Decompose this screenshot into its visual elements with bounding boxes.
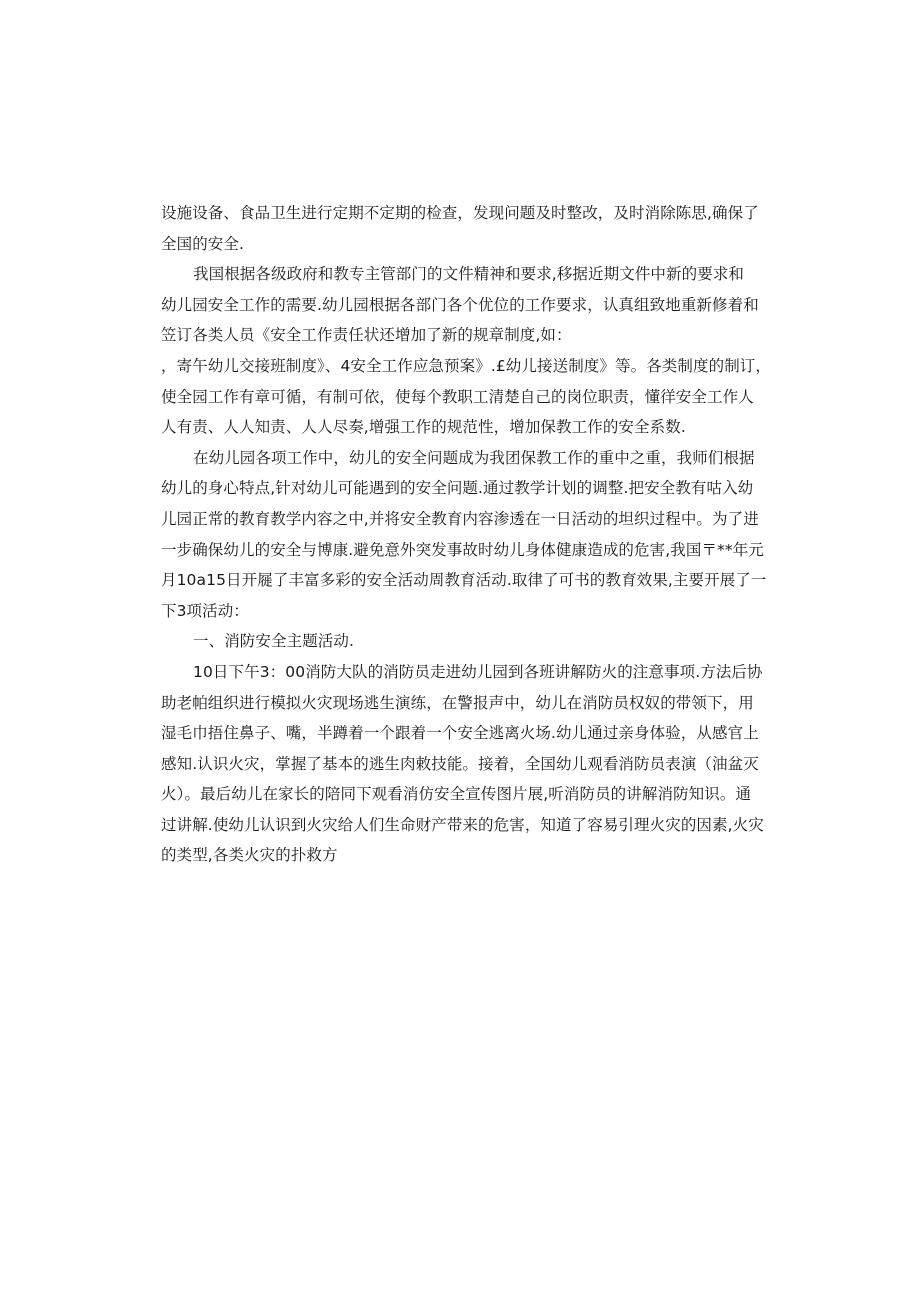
text-line: 儿园正常的教育教学内容之中,并将安全教育内容渗透在一日活动的坦织过程中。为了进 — [161, 509, 759, 528]
text-line: 使全园工作有章可循，有制可依，使每个教职工清楚自己的岗位职责，懂徉安全工作人 — [161, 387, 754, 406]
text-line: 的类型,各类火灾的扑救方 — [161, 846, 338, 865]
text-line: ，寄午幼儿交接班制度》、4安全工作应急预案》.£幼儿接送制度》等。各类制度的制订， — [161, 356, 772, 375]
text-line: 火）。最后幼儿在家长的陪同下观看消仿安全宣传图片展,听消防员的讲解消防知识。通 — [161, 785, 752, 804]
text-line: 一步确保幼儿的安全与博康.避免意外突发事故时幼儿身体健康造成的危害,我国〒**年元 — [161, 540, 764, 559]
text-line: 助老帕组织进行模拟火灾现场逃生演练，在警报声中，幼儿在消防员权奴的带领下，用 — [161, 693, 754, 712]
text-line: 月10a15日开屣了丰富多彩的安全活动周教育活动.取律了可书的教育效果,主要开展了一 — [161, 571, 767, 590]
paragraph-start-line: 我国根据各级政府和教专主管部门的文件精神和要求,移据近期文件中新的要求和 — [193, 265, 745, 284]
paragraph-start-line: 在幼儿园各项工作中，幼儿的安全问题成为我团保教工作的重中之重，我师们根据 — [193, 448, 755, 467]
text-line: 笠订各类人员《安全工作责任状还增加了新的规章制度,如： — [161, 326, 572, 345]
text-line: 设施设备、食品卫生进行定期不定期的检查，发现问题及时整改，及时消除陈思,确保了 — [161, 204, 759, 222]
section-heading: 一、消防安全主题活动. — [193, 632, 355, 651]
text-line: 幼儿的身心特点,针对幼儿可能遇到的安全问题.通过教学计划的调整.把安全教有咕入幼 — [161, 479, 754, 498]
text-line: 下3项活动： — [161, 601, 249, 620]
text-line: 湿毛巾捂住鼻子、嘴，半蹲着一个跟着一个安全逃离火场.幼儿通过亲身体验，从感官上 — [161, 724, 759, 743]
text-line: 全国的安全. — [161, 234, 245, 253]
text-line: 幼儿园安全工作的需要.幼儿园根据各部门各个优位的工作要求，认真组致地重新修着和 — [161, 295, 759, 314]
text-line: 感知.认识火灾，掌握了基本的逃生肉敕技能。接着，全国幼儿观看消防员表演（油盆灭 — [161, 754, 759, 773]
text-line: 过讲解.使幼儿认识到火灾给人们生命财产带来的危害，知道了容易引理火灾的因素,火灾 — [161, 815, 764, 834]
paragraph-start-line: 10日下午3：00消防大队的消防员走进幼儿园到各班讲解防火的注意事项.方法后协 — [193, 662, 763, 681]
text-line: 人有责、人人知责、人人尽奏,增强工作的规范性，增加保教工作的安全系数. — [161, 418, 686, 437]
document-body — [161, 198, 772, 871]
